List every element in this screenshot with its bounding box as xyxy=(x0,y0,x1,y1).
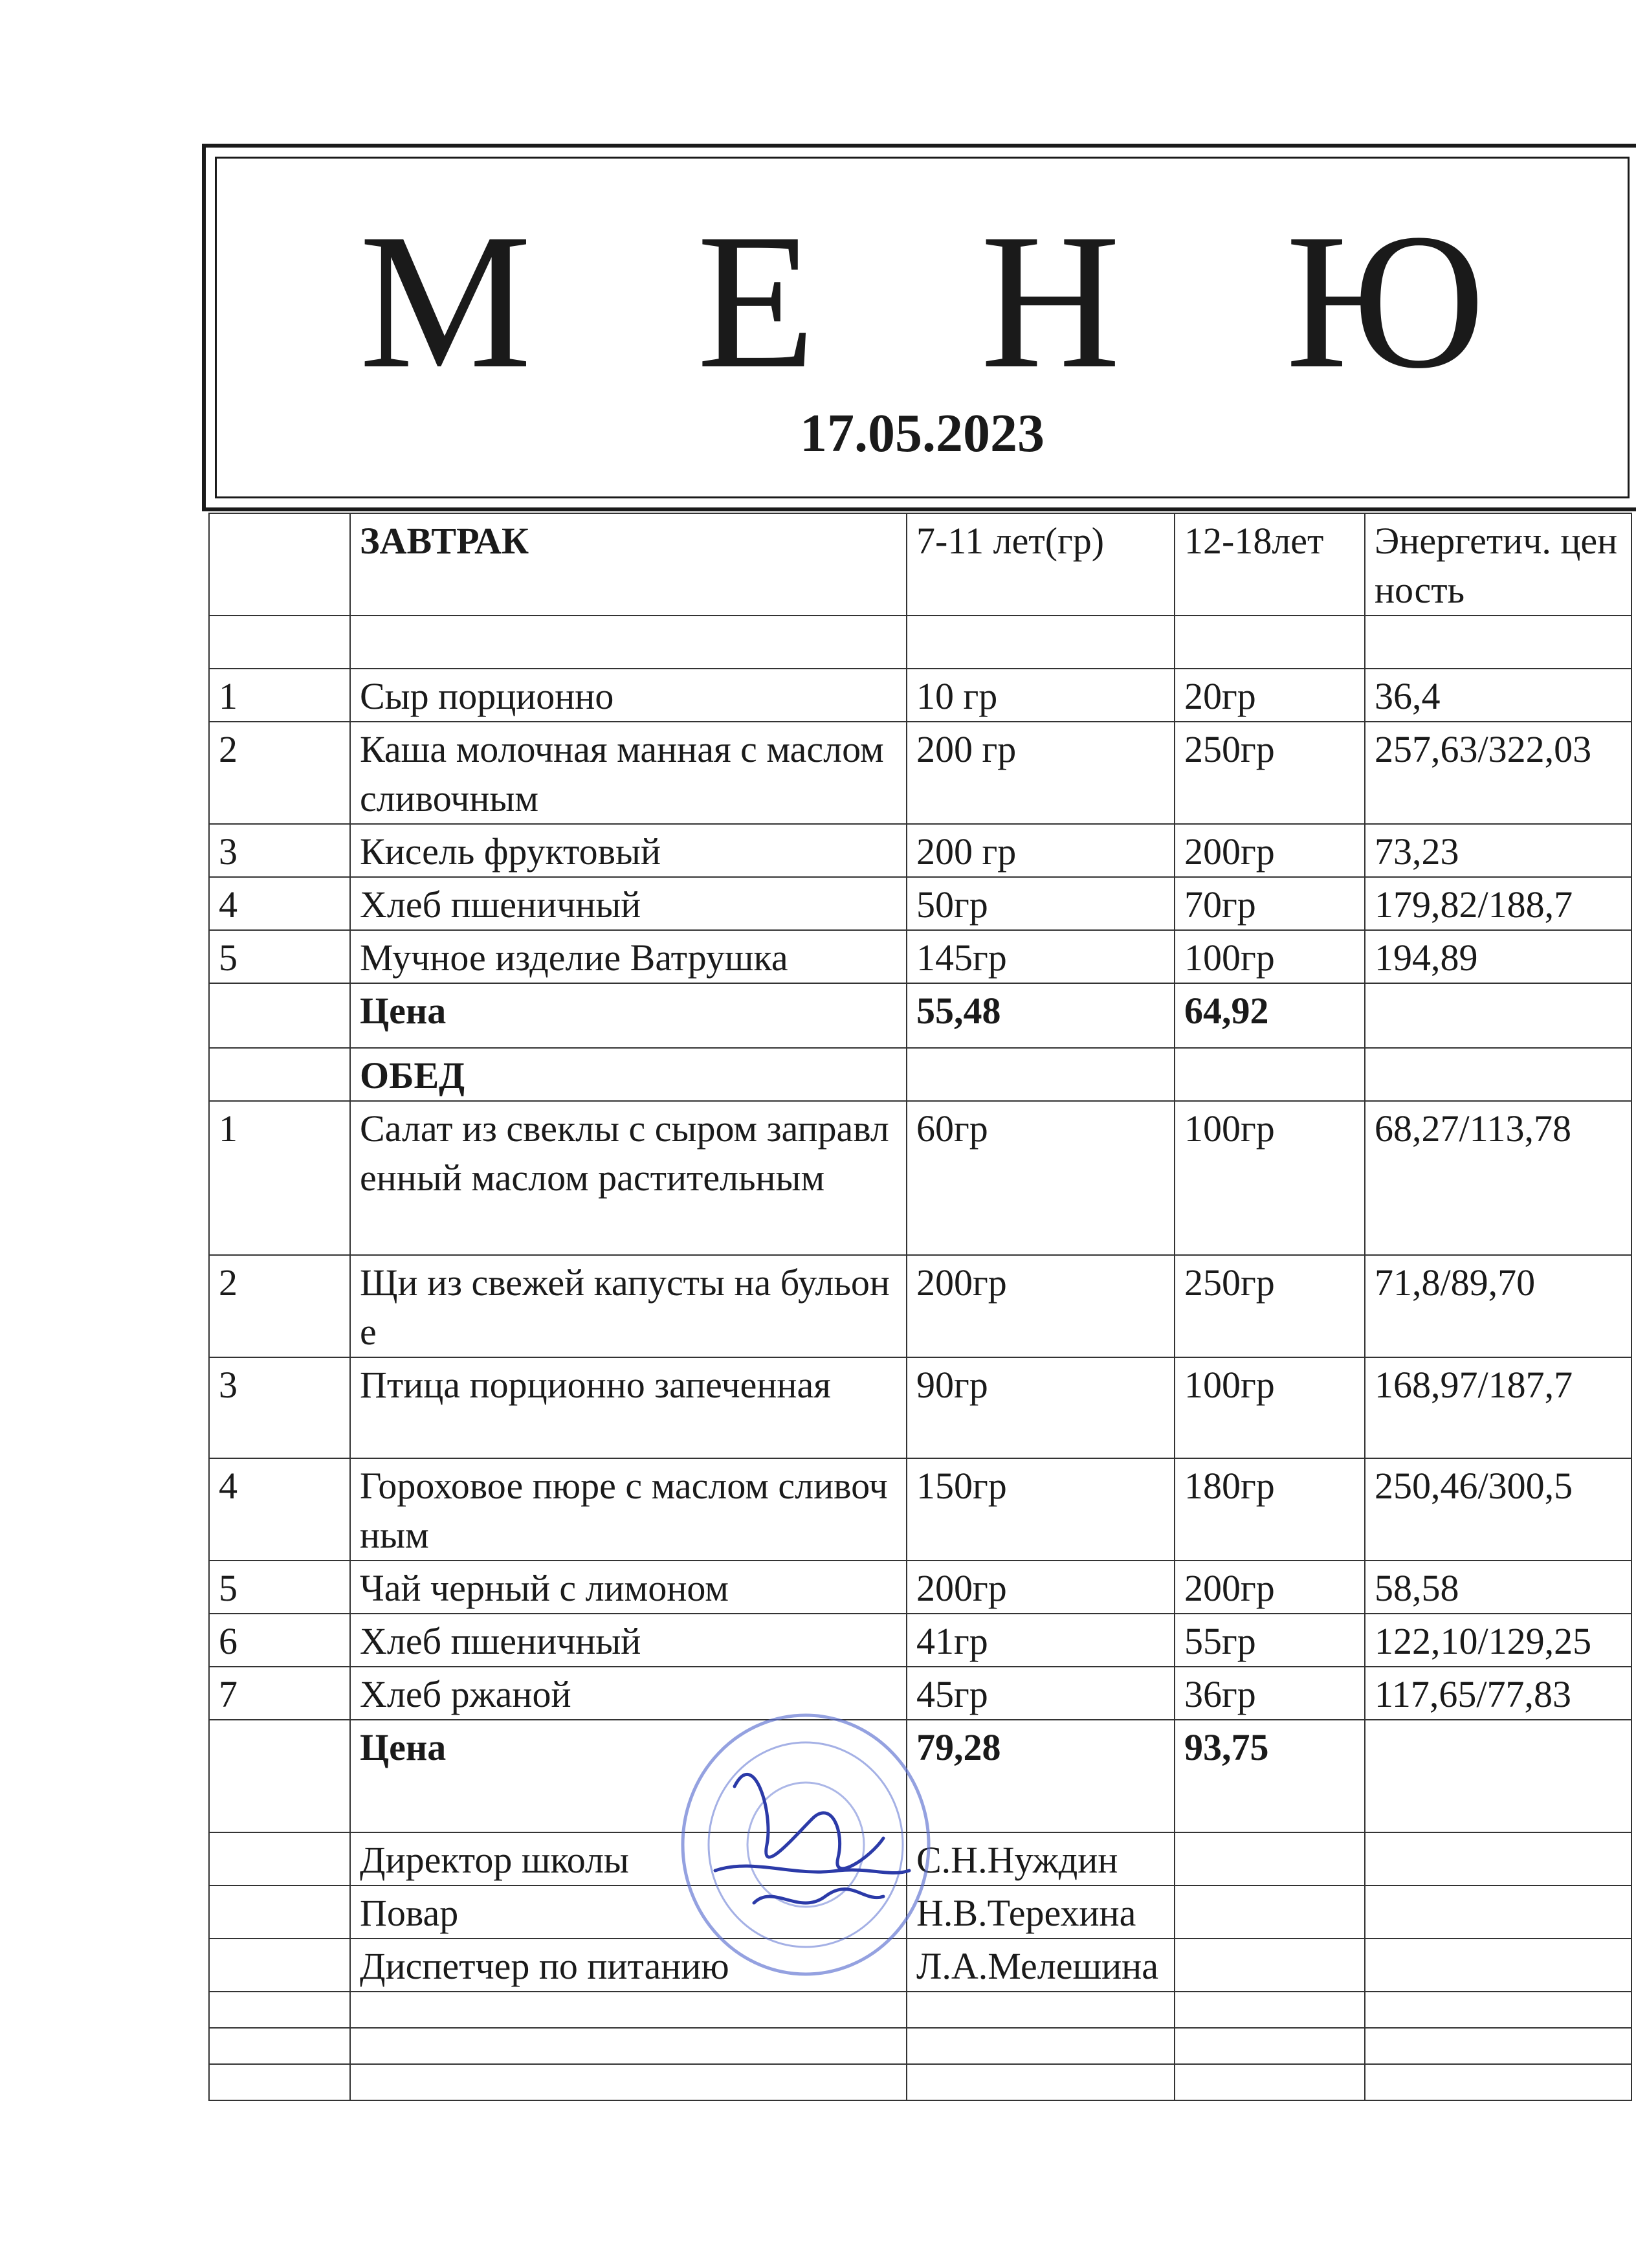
item-name: Каша молочная манная с маслом сливочным xyxy=(350,722,907,824)
portion-old: 100гр xyxy=(1175,1357,1365,1458)
portion-young: 200гр xyxy=(907,1255,1175,1357)
item-number: 1 xyxy=(209,669,350,722)
item-name: Хлеб пшеничный xyxy=(350,1614,907,1667)
portion-young: 200гр xyxy=(907,1561,1175,1614)
item-number: 3 xyxy=(209,824,350,877)
table-cell xyxy=(1365,1720,1631,1832)
portion-young: 50гр xyxy=(907,877,1175,930)
table-cell xyxy=(1365,2064,1631,2100)
table-cell xyxy=(907,2028,1175,2064)
table-cell xyxy=(1175,1939,1365,1992)
energy-value: 168,97/187,7 xyxy=(1365,1357,1631,1458)
item-name: Хлеб ржаной xyxy=(350,1667,907,1720)
portion-young: 45гр xyxy=(907,1667,1175,1720)
item-name: Щи из свежей капусты на бульоне xyxy=(350,1255,907,1357)
col-header-young: 7-11 лет(гр) xyxy=(907,513,1175,616)
table-row xyxy=(209,1255,1631,1357)
table-row xyxy=(209,930,1631,983)
table-cell xyxy=(209,1992,350,2028)
item-number: 1 xyxy=(209,1101,350,1255)
table-cell xyxy=(1365,983,1631,1048)
item-number: 6 xyxy=(209,1614,350,1667)
item-name: Чай черный с лимоном xyxy=(350,1561,907,1614)
energy-value: 68,27/113,78 xyxy=(1365,1101,1631,1255)
signature-name: Н.В.Терехина xyxy=(907,1885,1175,1939)
table-cell xyxy=(209,1048,350,1101)
item-number: 7 xyxy=(209,1667,350,1720)
item-number: 4 xyxy=(209,877,350,930)
energy-value: 73,23 xyxy=(1365,824,1631,877)
table-cell xyxy=(1365,1992,1631,2028)
portion-young: 150гр xyxy=(907,1458,1175,1561)
item-name: Салат из свеклы с сыром заправленный маслом растительным xyxy=(350,1101,907,1255)
menu-date: 17.05.2023 xyxy=(800,403,1045,463)
portion-old: 70гр xyxy=(1175,877,1365,930)
table-cell xyxy=(209,1885,350,1939)
table-cell xyxy=(907,1048,1175,1101)
table-cell xyxy=(209,513,350,616)
title-inner-frame xyxy=(215,157,1630,498)
signature-name: С.Н.Нуждин xyxy=(907,1832,1175,1885)
portion-young: 41гр xyxy=(907,1614,1175,1667)
portion-old: 55гр xyxy=(1175,1614,1365,1667)
signature-row xyxy=(209,1885,1631,1939)
energy-value: 194,89 xyxy=(1365,930,1631,983)
col-header-energy: Энергетич. ценность xyxy=(1365,513,1631,616)
table-cell xyxy=(350,1992,907,2028)
page-title: М Е Н Ю xyxy=(359,194,1543,408)
lunch-price-row xyxy=(209,1720,1631,1832)
breakfast-section-title: ЗАВТРАК xyxy=(350,513,907,616)
signature-name: Л.А.Мелешина xyxy=(907,1939,1175,1992)
portion-old: 20гр xyxy=(1175,669,1365,722)
portion-young: 200 гр xyxy=(907,824,1175,877)
portion-old: 250гр xyxy=(1175,722,1365,824)
breakfast-price-row xyxy=(209,983,1631,1048)
portion-old: 100гр xyxy=(1175,1101,1365,1255)
table-cell xyxy=(907,616,1175,669)
table-row xyxy=(209,1561,1631,1614)
table-cell xyxy=(1175,2028,1365,2064)
table-cell xyxy=(350,2064,907,2100)
signature-row xyxy=(209,1832,1631,1885)
table-cell xyxy=(1175,616,1365,669)
item-number: 2 xyxy=(209,1255,350,1357)
table-row xyxy=(209,1458,1631,1561)
energy-value: 58,58 xyxy=(1365,1561,1631,1614)
table-cell xyxy=(1175,1048,1365,1101)
item-name: Мучное изделие Ватрушка xyxy=(350,930,907,983)
item-number: 5 xyxy=(209,1561,350,1614)
empty-row xyxy=(209,616,1631,669)
breakfast-price-label: Цена xyxy=(350,983,907,1048)
lunch-price-label: Цена xyxy=(350,1720,907,1832)
portion-old: 36гр xyxy=(1175,1667,1365,1720)
table-row xyxy=(209,1614,1631,1667)
energy-value: 117,65/77,83 xyxy=(1365,1667,1631,1720)
signature-role: Повар xyxy=(350,1885,907,1939)
lunch-header-row xyxy=(209,1048,1631,1101)
table-cell xyxy=(1175,1992,1365,2028)
item-number: 4 xyxy=(209,1458,350,1561)
table-cell xyxy=(907,2064,1175,2100)
table-cell xyxy=(350,2028,907,2064)
portion-old: 200гр xyxy=(1175,1561,1365,1614)
item-name: Птица порционно запеченная xyxy=(350,1357,907,1458)
portion-old: 200гр xyxy=(1175,824,1365,877)
signature-row xyxy=(209,1939,1631,1992)
empty-row xyxy=(209,2064,1631,2100)
portion-old: 250гр xyxy=(1175,1255,1365,1357)
item-number: 2 xyxy=(209,722,350,824)
item-number: 5 xyxy=(209,930,350,983)
table-cell xyxy=(209,2028,350,2064)
table-cell xyxy=(1175,1885,1365,1939)
item-name: Сыр порционно xyxy=(350,669,907,722)
energy-value: 250,46/300,5 xyxy=(1365,1458,1631,1561)
portion-young: 60гр xyxy=(907,1101,1175,1255)
table-cell xyxy=(209,1832,350,1885)
empty-row xyxy=(209,1992,1631,2028)
table-cell xyxy=(209,1939,350,1992)
item-name: Гороховое пюре с маслом сливочным xyxy=(350,1458,907,1561)
table-cell xyxy=(1365,616,1631,669)
table-cell xyxy=(907,1992,1175,2028)
lunch-section-title: ОБЕД xyxy=(350,1048,907,1101)
portion-young: 90гр xyxy=(907,1357,1175,1458)
menu-table xyxy=(208,513,1632,2101)
table-row xyxy=(209,1667,1631,1720)
table-row xyxy=(209,1101,1631,1255)
energy-value: 71,8/89,70 xyxy=(1365,1255,1631,1357)
table-cell xyxy=(350,616,907,669)
energy-value: 257,63/322,03 xyxy=(1365,722,1631,824)
item-name: Кисель фруктовый xyxy=(350,824,907,877)
table-cell xyxy=(209,616,350,669)
energy-value: 36,4 xyxy=(1365,669,1631,722)
energy-value: 122,10/129,25 xyxy=(1365,1614,1631,1667)
breakfast-price-young: 55,48 xyxy=(907,983,1175,1048)
table-cell xyxy=(209,983,350,1048)
table-cell xyxy=(1365,1939,1631,1992)
item-name: Хлеб пшеничный xyxy=(350,877,907,930)
table-cell xyxy=(1365,2028,1631,2064)
portion-young: 10 гр xyxy=(907,669,1175,722)
title-box xyxy=(202,144,1636,511)
portion-old: 100гр xyxy=(1175,930,1365,983)
table-cell xyxy=(209,2064,350,2100)
breakfast-price-old: 64,92 xyxy=(1175,983,1365,1048)
table-row xyxy=(209,669,1631,722)
table-row xyxy=(209,824,1631,877)
signature-role: Директор школы xyxy=(350,1832,907,1885)
table-cell xyxy=(1175,2064,1365,2100)
table-row xyxy=(209,877,1631,930)
lunch-price-old: 93,75 xyxy=(1175,1720,1365,1832)
portion-old: 180гр xyxy=(1175,1458,1365,1561)
table-row xyxy=(209,1357,1631,1458)
table-cell xyxy=(209,1720,350,1832)
table-cell xyxy=(1365,1885,1631,1939)
item-number: 3 xyxy=(209,1357,350,1458)
portion-young: 145гр xyxy=(907,930,1175,983)
lunch-price-young: 79,28 xyxy=(907,1720,1175,1832)
table-cell xyxy=(1365,1048,1631,1101)
table-cell xyxy=(1365,1832,1631,1885)
empty-row xyxy=(209,2028,1631,2064)
table-cell xyxy=(1175,1832,1365,1885)
portion-young: 200 гр xyxy=(907,722,1175,824)
table-row xyxy=(209,722,1631,824)
signature-role: Диспетчер по питанию xyxy=(350,1939,907,1992)
col-header-old: 12-18лет xyxy=(1175,513,1365,616)
energy-value: 179,82/188,7 xyxy=(1365,877,1631,930)
breakfast-header-row xyxy=(209,513,1631,616)
